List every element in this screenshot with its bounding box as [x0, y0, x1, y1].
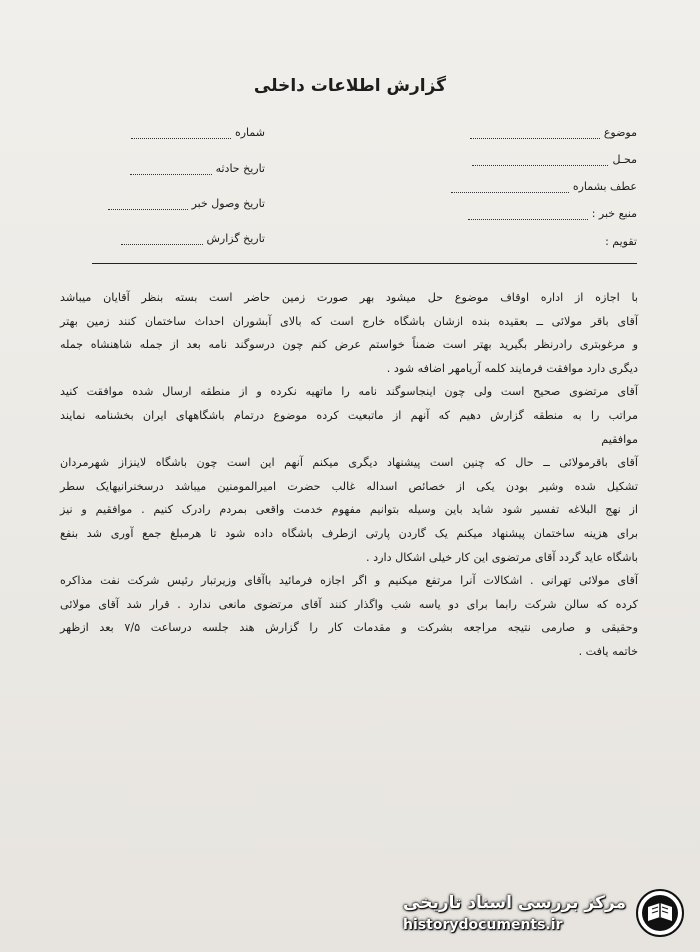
field-subject-label: موضوع [603, 126, 637, 139]
body-line: از نهج البلاغه تفسیر شود شاید باین وسیله بتوانیم مفهوم خدمت واقعی بمردم رادرک کنیم . موافقیم و نیز [60, 503, 638, 517]
report-body [60, 286, 638, 664]
field-number [131, 126, 265, 139]
body-line: وحقیقی و صارمی نتیجه مراجعه بشرکت و مقدمات کار را گزارش هند جلسه درساعت ۷/۵ بعد ازظهر [60, 621, 638, 635]
field-number-line [131, 128, 231, 139]
field-subject [470, 126, 637, 139]
field-incident-date [130, 162, 265, 175]
body-line: کرده که سالن شرکت رابما برای دو یاسه شب واگذار کنند آقای مرتضوی مانعی ندارد . قرار شد آقای مولائی [60, 597, 638, 611]
field-report-date [121, 232, 266, 245]
book-seal-icon [634, 887, 686, 939]
field-source-line [468, 209, 588, 220]
field-received-date [108, 197, 265, 210]
field-calendar [601, 235, 637, 248]
field-reference [451, 180, 637, 193]
field-reference-line [451, 182, 569, 193]
field-location [472, 153, 637, 166]
watermark-url: historydocuments.ir [403, 917, 563, 933]
field-received-date-label: تاریخ وصول خبر [191, 197, 265, 210]
body-line: برای هزینه ساختمان پیشنهاد میکنم یک گاردن پارتی ازطرف باشگاه داده شود تا هرمبلغ جمع آوری شد بنفع [60, 526, 638, 540]
field-calendar-label: تقویم : [605, 235, 637, 248]
field-subject-line [470, 128, 600, 139]
document-title: گزارش اطلاعات داخلی [253, 76, 447, 96]
body-line: مراتب را به منطقه گزارش دهیم که آنهم از ماتبعیت کرده موضوع درتمام باشگاههای ایران بخشنامه نمایند [60, 408, 638, 422]
body-line: دیگری دارد موافقت فرمایند کلمه آریامهر اضافه شود . [386, 361, 638, 375]
field-reference-label: عطف بشماره [572, 180, 637, 193]
body-line: آقای مولائی تهرانی . اشکالات آنرا مرتفع میکنیم و اگر اجازه فرمائید باآقای وزیرتبار رئیس شرکت نفت مذاکره [60, 574, 638, 588]
body-line: تشکیل شده وشیر بودن یکی از خصائص اسداله غالب حضرت امیرالمومنین میباشد درسخنرانیهایک سطر [60, 479, 638, 493]
field-location-label: محـل [612, 153, 637, 166]
field-report-date-line [121, 234, 203, 245]
watermark [396, 882, 686, 944]
body-line: باشگاه عاید گردد آقای مرتضوی این کار خیلی اشکال دارد . [365, 550, 638, 564]
field-number-label: شماره [234, 126, 265, 139]
field-incident-date-line [130, 164, 212, 175]
body-line: آقای باقر مولائی ــ بعقیده بنده ازشان باشگاه خارج است که بالای آبشوران احداث ساختمان کنند زمین بهتر [60, 314, 638, 328]
field-incident-date-label: تاریخ حادثه [215, 162, 265, 175]
field-location-line [472, 155, 608, 166]
field-source [468, 207, 637, 220]
watermark-text [403, 891, 626, 935]
field-source-label: منبع خبر : [591, 207, 637, 220]
field-received-date-line [108, 199, 188, 210]
body-line: موافقیم [601, 432, 638, 446]
header-divider [92, 263, 637, 264]
field-report-date-label: تاریخ گزارش [206, 232, 265, 245]
body-line: با اجازه از اداره اوقاف موضوع حل میشود بهر صورت زمین حاضر است بسته بنظر آقایان میباشد [60, 291, 638, 304]
watermark-name: مرکز بررسی اسناد تاریخی [403, 893, 626, 913]
body-line: و مرغوبتری رادرنظر بگیرید بهتر است ضمناً خواستم عرض کنم چون درسوگند نامه بعد از جمله شاهنشاه جمله [60, 338, 638, 352]
body-line: خاتمه یافت . [578, 644, 638, 658]
body-line: آقای باقرمولائی ــ حال که چنین است پیشنهاد دیگری میکنم آنهم این است چون باشگاه لاینزاز شهرمردان [60, 456, 638, 470]
body-line: آقای مرتضوی صحیح است ولی چون اینجاسوگند نامه را ماتهیه نکرده و از منطقه ارسال شده موافقت کنید [60, 385, 638, 399]
